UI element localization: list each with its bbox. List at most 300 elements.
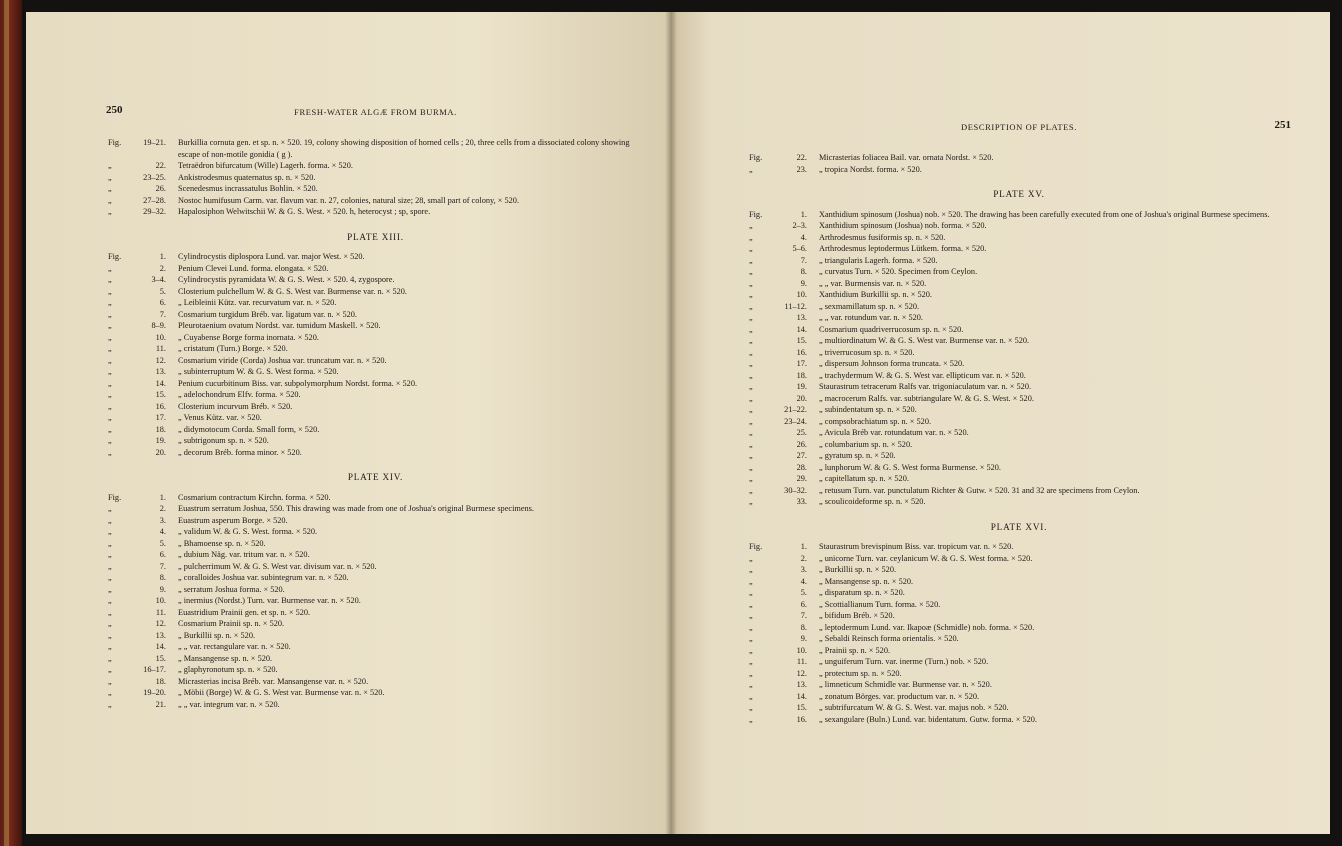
- figure-entry-number: 30–32.: [784, 485, 807, 495]
- figure-entry-number: 12.: [155, 355, 166, 365]
- figure-entry: [108, 274, 643, 286]
- figure-entry-lead: „: [749, 451, 753, 460]
- figure-entry-lead: „: [749, 657, 753, 666]
- figure-entry: [108, 137, 643, 160]
- figure-entry-lead: „: [749, 347, 753, 357]
- figure-entry-lead: „: [108, 447, 112, 457]
- figure-entry-lead: „: [749, 645, 753, 655]
- figure-entry-number: 21–22.: [784, 405, 807, 414]
- figure-entry: [749, 645, 1289, 657]
- figure-entry-number: 9.: [800, 634, 807, 643]
- figure-entry: [108, 435, 643, 447]
- figure-entry-lead: „: [749, 313, 753, 322]
- figure-entry-number: 15.: [155, 390, 166, 399]
- figure-entry: [108, 664, 643, 676]
- figure-entry-lead: „: [108, 286, 112, 296]
- figure-entry-text: Burkillia cornuta gen. et sp. n. × 520. 19, colony showing disposition of horned cells ; 20, three cells from a dissociated colony showing escape of non-motile gonidia ( g ).: [178, 138, 630, 159]
- figure-entry: [108, 584, 643, 596]
- figure-entry-lead: „: [108, 436, 112, 445]
- figure-entry-text: Ankistrodesmus quaternatus sp. n. × 520.: [178, 172, 316, 182]
- figure-entry-text: Staurastrum brevispinum Biss. var. tropicum var. n. × 520.: [819, 542, 1014, 551]
- figure-entry: [108, 355, 643, 367]
- figure-entry-lead: „: [749, 474, 753, 483]
- figure-entry-lead: „: [749, 324, 753, 334]
- figure-entry-text: „ trachydermum W. & G. S. West var. ellipticum var. n. × 520.: [819, 370, 1026, 380]
- figure-entry-number: 12.: [155, 619, 166, 628]
- figure-entry-number: 16.: [796, 714, 807, 724]
- figure-entry-lead: „: [108, 367, 112, 376]
- figure-entry-number: 27–28.: [143, 195, 166, 205]
- figure-entry-lead: „: [749, 680, 753, 689]
- figure-entry-text: Tetraëdron bifurcatum (Wille) Lagerh. forma. × 520.: [178, 161, 353, 170]
- figure-entry: [108, 447, 643, 459]
- figure-entry-number: 7.: [159, 561, 166, 571]
- figure-entry-text: Arthrodesmus leptodermus Lütkem. forma. × 520.: [819, 244, 987, 253]
- figure-entry: [108, 309, 643, 321]
- figure-entry-lead: „: [749, 439, 753, 449]
- figure-entry-text: „ „ var. Burmensis var. n. × 520.: [819, 278, 927, 288]
- figure-entry-lead: „: [749, 553, 753, 563]
- figure-entry-text: „ „ var. rectangulare var. n. × 520.: [178, 642, 291, 651]
- figure-entry-text: „ unguiferum Turn. var. inerme (Turn.) nob. × 520.: [819, 657, 989, 666]
- figure-entry-lead: „: [749, 290, 753, 299]
- figure-entry-lead: „: [749, 382, 753, 391]
- figure-entry-lead: „: [749, 267, 753, 276]
- right-running-head: [749, 119, 1291, 136]
- figure-entry-text: „ inermius (Nordst.) Turn. var. Burmense var. n. × 520.: [178, 596, 361, 605]
- figure-entry: [749, 656, 1289, 668]
- figure-entry-number: 10.: [796, 645, 807, 655]
- figure-entry-lead: „: [749, 359, 753, 368]
- figure-entry-lead: „: [108, 298, 112, 307]
- figure-entry-text: „ „ var. rotundum var. n. × 520.: [819, 313, 923, 322]
- figure-entry-text: „ gyratum sp. n. × 520.: [819, 451, 896, 460]
- figure-entry-number: 4.: [800, 576, 807, 586]
- figure-entry-text: „ Burkillii sp. n. × 520.: [178, 630, 256, 640]
- figure-entry-text: „ disparatum sp. n. × 520.: [819, 588, 905, 597]
- figure-entry-number: 1.: [159, 252, 166, 261]
- figure-entry-lead: „: [108, 184, 112, 193]
- figure-entry-number: 19–21.: [143, 138, 166, 147]
- figure-entry-number: 16.: [155, 401, 166, 411]
- figure-entry-number: 11.: [155, 607, 166, 617]
- figure-entry: [108, 206, 643, 218]
- figure-entry-text: Cosmarium contractum Kirchn. forma. × 520.: [178, 492, 331, 502]
- figure-entry-lead: „: [749, 164, 753, 174]
- figure-entry-number: 15.: [796, 336, 807, 345]
- figure-entry-number: 14.: [155, 642, 166, 651]
- figure-entry-text: „ scoulicoideforme sp. n. × 520.: [819, 497, 926, 506]
- figure-entry: [108, 595, 643, 607]
- figure-entry-number: 27.: [796, 451, 807, 460]
- figure-entry-lead: „: [108, 424, 112, 434]
- figure-entry: [749, 416, 1289, 428]
- figure-entry-text: Cosmarium turgidum Bréb. var. ligatum var. n. × 520.: [178, 309, 357, 319]
- figure-entry: [749, 232, 1289, 244]
- figure-entry-text: „ didymotocum Corda. Small form, × 520.: [178, 424, 320, 434]
- left-running-head: [106, 104, 643, 121]
- figure-entry-text: „ Venus Kütz. var. × 520.: [178, 413, 262, 422]
- figure-entry-lead: „: [108, 653, 112, 663]
- figure-entry-lead: „: [108, 504, 112, 513]
- figure-entry-number: 8.: [159, 573, 166, 582]
- figure-entry-number: 1.: [800, 209, 807, 219]
- figure-entry-number: 13.: [155, 367, 166, 376]
- figure-entry-lead: „: [108, 275, 112, 284]
- figure-entry-text: „ subindentatum sp. n. × 520.: [819, 405, 917, 414]
- figure-entry-text: „ compsobrachiatum sp. n. × 520.: [819, 416, 932, 426]
- figure-entry: [749, 209, 1289, 221]
- figure-entry-text: „ macrocerum Ralfs. var. subtriangulare W. & G. S. West. × 520.: [819, 393, 1034, 403]
- figure-entry: [749, 633, 1289, 645]
- figure-entry-number: 5.: [159, 286, 166, 296]
- figure-entry-text: „ capitellatum sp. n. × 520.: [819, 474, 909, 483]
- figure-entry-lead: „: [749, 255, 753, 265]
- figure-entry: [108, 343, 643, 355]
- figure-entry-number: 19–20.: [143, 688, 166, 697]
- figure-entry-text: Cylindrocystis pyramidata W. & G. S. West. × 520. 4, zygospore.: [178, 275, 395, 284]
- figure-entry: [108, 297, 643, 309]
- figure-entry-text: „ coralloides Joshua var. subintegrum var. n. × 520.: [178, 573, 349, 582]
- figure-entry-text: „ Cuyabense Borge forma inornata. × 520.: [178, 332, 319, 342]
- figure-entry-lead: „: [108, 195, 112, 205]
- figure-entry-number: 19.: [796, 382, 807, 391]
- figure-entry: [749, 381, 1289, 393]
- figure-entry-number: 23–25.: [143, 172, 166, 182]
- left-top-entries: [108, 137, 643, 218]
- figure-entry-lead: „: [749, 565, 753, 574]
- figure-entry-lead: Fig.: [749, 209, 763, 219]
- figure-entry: [749, 576, 1289, 588]
- figure-entry: [108, 503, 643, 515]
- figure-entry-text: „ Sebaldi Reinsch forma orientalis. × 520.: [819, 634, 959, 643]
- figure-entry-text: „ cristatum (Turn.) Borge. × 520.: [178, 344, 288, 353]
- figure-entry-text: „ subinterruptum W. & G. S. West forma. × 520.: [178, 367, 339, 376]
- figure-entry-lead: „: [749, 462, 753, 472]
- figure-entry-lead: „: [108, 172, 112, 182]
- figure-entry-number: 8–9.: [151, 321, 166, 330]
- figure-entry: [749, 278, 1289, 290]
- figure-entry-number: 19.: [155, 436, 166, 445]
- figure-entry-text: „ Scottiallianum Turn. forma. × 520.: [819, 599, 941, 609]
- figure-entry-number: 25.: [796, 428, 807, 437]
- figure-entry-text: Cylindrocystis diplospora Lund. var. major West. × 520.: [178, 252, 365, 261]
- figure-entry-number: 2–3.: [792, 221, 807, 230]
- figure-entry-lead: Fig.: [749, 542, 763, 551]
- figure-entry: [749, 553, 1289, 565]
- figure-entry-number: 28.: [796, 462, 807, 472]
- figure-entry-number: 20.: [155, 447, 166, 457]
- left-page: [26, 12, 671, 834]
- figure-entry: [108, 492, 643, 504]
- figure-entry-lead: „: [108, 527, 112, 536]
- figure-entry: [108, 172, 643, 184]
- figure-entry-text: Nostoc humifusum Carm. var. flavum var. n. 27, colonies, natural size; 28, small part of colony, × 520.: [178, 195, 520, 205]
- figure-entry-number: 9.: [159, 584, 166, 594]
- figure-entry-number: 3.: [159, 515, 166, 525]
- figure-entry-number: 9.: [800, 278, 807, 288]
- figure-entry: [749, 335, 1289, 347]
- figure-entry-text: Cosmarium viride (Corda) Joshua var. truncatum var. n. × 520.: [178, 355, 387, 365]
- figure-entry-text: „ Leibleinii Kütz. var. recurvatum var. n. × 520.: [178, 298, 337, 307]
- figure-entry-number: 5.: [159, 538, 166, 548]
- figure-entry-text: „ „ var. integrum var. n. × 520.: [178, 699, 280, 709]
- figure-entry-number: 2.: [800, 553, 807, 563]
- figure-entry-text: Hapalosiphon Welwitschii W. & G. S. West. × 520. h, heterocyst ; sp, spore.: [178, 207, 431, 216]
- figure-entry-lead: „: [749, 588, 753, 597]
- figure-entry-number: 23–24.: [784, 416, 807, 426]
- figure-entry-number: 22.: [796, 153, 807, 162]
- figure-entry: [108, 366, 643, 378]
- figure-entry-number: 15.: [796, 703, 807, 712]
- left-page-content: [106, 104, 643, 710]
- plate-xiv-entries: [108, 492, 643, 711]
- figure-entry-text: Micrasterias incisa Bréb. var. Mansangense var. n. × 520.: [178, 676, 369, 686]
- figure-entry-text: Pleurotaenium ovatum Nordst. var. tumidum Maskell. × 520.: [178, 321, 381, 330]
- figure-entry-text: „ Mansangense sp. n. × 520.: [819, 576, 914, 586]
- figure-entry: [749, 462, 1289, 474]
- figure-entry-lead: „: [749, 232, 753, 242]
- figure-entry-lead: „: [108, 573, 112, 582]
- figure-entry-lead: „: [108, 665, 112, 674]
- figure-entry-number: 29.: [796, 474, 807, 483]
- figure-entry-lead: „: [108, 207, 112, 216]
- figure-entry-text: „ Mansangense sp. n. × 520.: [178, 653, 273, 663]
- plate-xiii-entries: [108, 251, 643, 458]
- plate-xvi-title: PLATE XVI.: [990, 521, 1048, 532]
- figure-entry-text: Arthrodesmus fusiformis sp. n. × 520.: [819, 232, 946, 242]
- plate-xv-entries: [749, 209, 1289, 508]
- figure-entry: [108, 401, 643, 413]
- figure-entry-text: Xanthidium spinosum (Joshua) nob. × 520. The drawing has been carefully executed from one of Joshua's original Burmese specimens.: [819, 209, 1270, 219]
- figure-entry-text: „ Avicula Bréb var. rotundatum var. n. × 520.: [819, 428, 969, 437]
- figure-entry: [108, 424, 643, 436]
- figure-entry-number: 33.: [796, 497, 807, 506]
- figure-entry-lead: „: [749, 370, 753, 380]
- figure-entry-lead: „: [749, 622, 753, 632]
- figure-entry-number: 6.: [800, 599, 807, 609]
- figure-entry-lead: „: [108, 550, 112, 559]
- figure-entry-text: „ dispersum Johnson forma truncata. × 520.: [819, 359, 965, 368]
- figure-entry: [749, 393, 1289, 405]
- right-running-head-title: DESCRIPTION OF PLATES.: [961, 122, 1077, 132]
- figure-entry-text: „ Möbii (Borge) W. & G. S. West var. Burmense var. n. × 520.: [178, 688, 385, 697]
- figure-entry: [749, 564, 1289, 576]
- figure-entry-lead: „: [108, 538, 112, 548]
- figure-entry-lead: „: [749, 301, 753, 311]
- right-top-entries: [749, 152, 1289, 175]
- figure-entry-lead: „: [749, 428, 753, 437]
- figure-entry: [749, 266, 1289, 278]
- figure-entry-lead: „: [749, 703, 753, 712]
- spine-stripe: [4, 0, 9, 846]
- figure-entry-number: 14.: [796, 324, 807, 334]
- figure-entry-text: Euastridium Prainii gen. et sp. n. × 520.: [178, 607, 311, 617]
- figure-entry-lead: „: [108, 332, 112, 342]
- figure-entry: [108, 183, 643, 195]
- figure-entry-number: 8.: [800, 267, 807, 276]
- figure-entry-number: 15.: [155, 653, 166, 663]
- figure-entry-number: 11–12.: [784, 301, 807, 311]
- figure-entry-lead: „: [749, 497, 753, 506]
- figure-entry-number: 10.: [155, 596, 166, 605]
- figure-entry-number: 23.: [796, 164, 807, 174]
- figure-entry: [108, 195, 643, 207]
- figure-entry-number: 14.: [796, 691, 807, 701]
- figure-entry-text: „ sexangulare (Buln.) Lund. var. bidentatum. Gutw. forma. × 520.: [819, 714, 1037, 724]
- figure-entry-number: 16.: [796, 347, 807, 357]
- figure-entry: [749, 427, 1289, 439]
- figure-entry-text: Euastrum asperum Borge. × 520.: [178, 515, 288, 525]
- figure-entry: [108, 286, 643, 298]
- figure-entry-lead: Fig.: [108, 252, 122, 261]
- figure-entry-lead: „: [108, 561, 112, 571]
- figure-entry-lead: „: [108, 515, 112, 525]
- figure-entry-lead: „: [108, 161, 112, 170]
- figure-entry-text: „ Burkillii sp. n. × 520.: [819, 565, 897, 574]
- figure-entry-lead: „: [749, 405, 753, 414]
- figure-entry-lead: „: [108, 344, 112, 353]
- figure-entry-number: 7.: [800, 611, 807, 620]
- figure-entry-lead: „: [108, 688, 112, 697]
- plate-xiii-title: PLATE XIII.: [347, 231, 404, 242]
- figure-entry-number: 7.: [800, 255, 807, 265]
- figure-entry: [749, 691, 1289, 703]
- book-spine: [0, 0, 22, 846]
- figure-entry-lead: „: [749, 393, 753, 403]
- figure-entry-number: 29–32.: [143, 207, 166, 216]
- figure-entry-text: „ zonatum Börges. var. productum var. n. × 520.: [819, 691, 980, 701]
- figure-entry-number: 18.: [155, 676, 166, 686]
- figure-entry-number: 21.: [155, 699, 166, 709]
- figure-entry: [108, 607, 643, 619]
- figure-entry-text: „ columbarium sp. n. × 520.: [819, 439, 913, 449]
- figure-entry-number: 5–6.: [792, 244, 807, 253]
- figure-entry: [749, 347, 1289, 359]
- figure-entry: [749, 702, 1289, 714]
- figure-entry: [749, 473, 1289, 485]
- figure-entry-lead: „: [749, 599, 753, 609]
- figure-entry: [749, 370, 1289, 382]
- figure-entry-lead: „: [108, 607, 112, 617]
- book-gutter: [665, 12, 677, 834]
- figure-entry-lead: „: [749, 485, 753, 495]
- figure-entry-number: 22.: [155, 161, 166, 170]
- figure-entry: [749, 599, 1289, 611]
- figure-entry-text: Closterium incurvum Bréb. × 520.: [178, 401, 293, 411]
- figure-entry-number: 13.: [796, 313, 807, 322]
- figure-entry: [108, 251, 643, 263]
- figure-entry-number: 11.: [796, 657, 807, 666]
- figure-entry-text: „ subtrigonum sp. n. × 520.: [178, 436, 269, 445]
- figure-entry-lead: „: [108, 401, 112, 411]
- figure-entry-text: „ tropica Nordst. forma. × 520.: [819, 164, 922, 174]
- figure-entry: [749, 301, 1289, 313]
- figure-entry: [749, 496, 1289, 508]
- figure-entry: [749, 312, 1289, 324]
- figure-entry-number: 16–17.: [143, 665, 166, 674]
- figure-entry-lead: „: [749, 714, 753, 724]
- right-page: [671, 12, 1330, 834]
- figure-entry: [749, 164, 1289, 176]
- figure-entry-text: „ unicorne Turn. var. ceylanicum W. & G. S. West forma. × 520.: [819, 553, 1033, 563]
- figure-entry-number: 10.: [155, 332, 166, 342]
- figure-entry-text: „ retusum Turn. var. punctulatum Richter & Gutw. × 520. 31 and 32 are specimens from Ceylon.: [819, 485, 1140, 495]
- figure-entry-text: „ limneticum Schmidle var. Burmense var. n. × 520.: [819, 680, 992, 689]
- figure-entry-text: Staurastrum tetracerum Ralfs var. trigoniaculatum var. n. × 520.: [819, 382, 1032, 391]
- figure-entry-lead: Fig.: [749, 153, 763, 162]
- figure-entry: [749, 404, 1289, 416]
- figure-entry-number: 26.: [796, 439, 807, 449]
- figure-entry: [749, 541, 1289, 553]
- figure-entry: [108, 389, 643, 401]
- figure-entry: [108, 572, 643, 584]
- figure-entry-number: 1.: [800, 542, 807, 551]
- figure-entry-lead: „: [108, 596, 112, 605]
- figure-entry-number: 18.: [155, 424, 166, 434]
- figure-entry: [108, 687, 643, 699]
- left-page-number: 250: [106, 104, 123, 116]
- figure-entry-lead: „: [108, 355, 112, 365]
- figure-entry-text: Penium cucurbitinum Biss. var. subpolymorphum Nordst. forma. × 520.: [178, 378, 418, 388]
- figure-entry-lead: „: [108, 263, 112, 273]
- figure-entry-text: „ lunphorum W. & G. S. West forma Burmense. × 520.: [819, 462, 1001, 472]
- figure-entry-lead: „: [108, 321, 112, 330]
- figure-entry: [749, 358, 1289, 370]
- figure-entry: [108, 526, 643, 538]
- figure-entry-number: 11.: [155, 344, 166, 353]
- figure-entry-text: Penium Clevei Lund. forma. elongata. × 520.: [178, 263, 329, 273]
- figure-entry-lead: „: [108, 642, 112, 651]
- right-page-number: 251: [1274, 119, 1291, 131]
- figure-entry: [108, 618, 643, 630]
- figure-entry-lead: „: [749, 336, 753, 345]
- figure-entry-text: „ triverrucosum sp. n. × 520.: [819, 347, 915, 357]
- figure-entry-lead: „: [108, 630, 112, 640]
- figure-entry: [108, 630, 643, 642]
- figure-entry: [108, 549, 643, 561]
- figure-entry-number: 2.: [159, 504, 166, 513]
- figure-entry-text: „ triangularis Lagerh. forma. × 520.: [819, 255, 938, 265]
- figure-entry-text: Euastrum serratum Joshua, 550. This drawing was made from one of Joshua's original Burmese specimens.: [178, 504, 534, 513]
- figure-entry-text: „ pulcherrimum W. & G. S. West var. divisum var. n. × 520.: [178, 561, 377, 571]
- figure-entry-number: 1.: [159, 492, 166, 502]
- figure-entry-lead: „: [108, 378, 112, 388]
- figure-entry-number: 12.: [796, 668, 807, 678]
- figure-entry: [108, 412, 643, 424]
- figure-entry: [749, 622, 1289, 634]
- right-page-content: [749, 119, 1291, 725]
- figure-entry: [108, 320, 643, 332]
- figure-entry: [749, 324, 1289, 336]
- figure-entry-lead: „: [749, 634, 753, 643]
- figure-entry: [108, 561, 643, 573]
- figure-entry-lead: „: [108, 619, 112, 628]
- figure-entry-text: „ multiordinatum W. & G. S. West var. Burmense var. n. × 520.: [819, 336, 1030, 345]
- figure-entry-lead: „: [749, 278, 753, 288]
- figure-entry: [749, 679, 1289, 691]
- figure-entry: [749, 220, 1289, 232]
- figure-entry: [749, 243, 1289, 255]
- figure-entry-number: 3.: [800, 565, 807, 574]
- figure-entry: [749, 152, 1289, 164]
- figure-entry: [749, 289, 1289, 301]
- figure-entry-lead: „: [749, 244, 753, 253]
- figure-entry-number: 18.: [796, 370, 807, 380]
- figure-entry-text: „ glaphyronotum sp. n. × 520.: [178, 665, 278, 674]
- figure-entry-text: „ sexmamillatum sp. n. × 520.: [819, 301, 920, 311]
- figure-entry: [749, 255, 1289, 267]
